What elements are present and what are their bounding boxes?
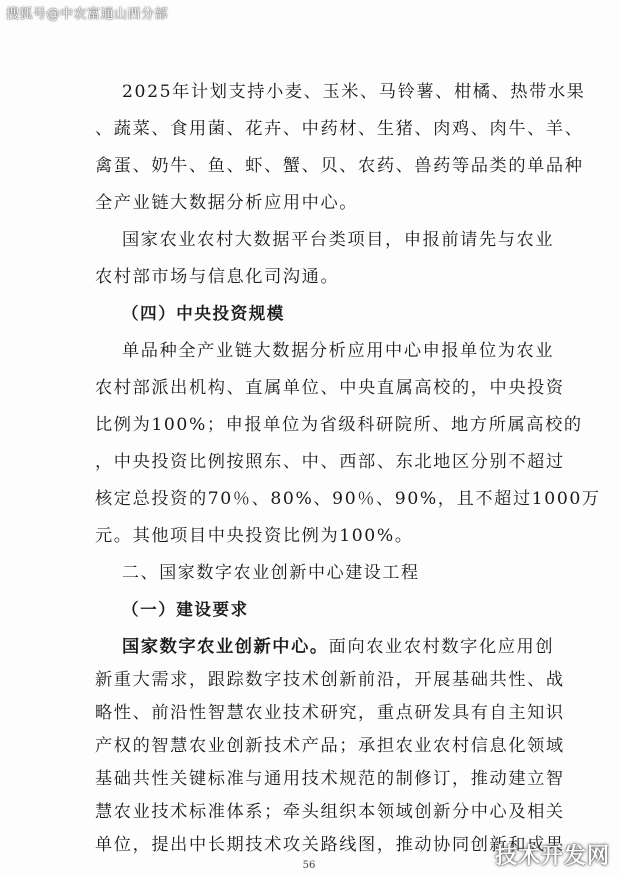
paragraph-3-line-6: 元。其他项目中央投资比例为100%。: [95, 526, 414, 546]
paragraph-3-line-2: 农村部派出机构、直属单位、中央直属高校的，中央投资: [95, 378, 565, 398]
paragraph-1-line-1: 2025年计划支持小麦、玉米、马铃薯、柑橘、热带水果: [122, 82, 586, 102]
section-heading-construction-requirements: （一）建设要求: [122, 600, 249, 619]
paragraph-4-line-2: 新重大需求，跟踪数字技术创新前沿，开展基础共性、战: [95, 670, 565, 690]
paragraph-4-line-4: 产权的智慧农业创新技术产品；承担农业农村信息化领域: [95, 736, 565, 756]
paragraph-3-line-4: ，中央投资比例按照东、中、西部、东北地区分别不超过: [95, 452, 565, 472]
paragraph-1-line-4: 全产业链大数据分析应用中心。: [95, 193, 359, 213]
paragraph-3-line-3: 比例为100%；申报单位为省级科研院所、地方所属高校的: [95, 415, 583, 435]
paragraph-3-line-5: 核定总投资的70％、80%、90％、90%，且不超过1000万: [95, 489, 601, 509]
page-number: 56: [302, 860, 316, 871]
paragraph-2-line-1: 国家农业农村大数据平台类项目，申报前请先与农业: [122, 230, 555, 250]
paragraph-1-line-3: 禽蛋、奶牛、鱼、虾、蟹、贝、农药、兽药等品类的单品种: [95, 156, 584, 176]
section-heading-investment-scale: （四）中央投资规模: [122, 304, 285, 323]
paragraph-4-lead-term: 国家数字农业创新中心。: [122, 637, 329, 657]
paragraph-4-line-7: 单位，提出中长期技术攻关路线图，推动协同创新和成果: [95, 835, 565, 855]
site-watermark: 技术开发网: [494, 844, 610, 869]
chapter-heading-innovation-center: 二、国家数字农业创新中心建设工程: [122, 563, 420, 583]
source-watermark: 搜狐号@中农富通山西分部: [6, 7, 169, 22]
paragraph-4-line-6: 慧农业技术标准体系；牵头组织本领域创新分中心及相关: [95, 802, 565, 822]
paragraph-4-line-1: [122, 636, 554, 658]
paragraph-4-line-3: 略性、前沿性智慧农业技术研究，重点研发具有自主知识: [95, 703, 565, 723]
paragraph-3-line-1: 单品种全产业链大数据分析应用中心申报单位为农业: [122, 341, 555, 361]
paragraph-1-line-2: 、蔬菜、食用菌、花卉、中药材、生猪、肉鸡、肉牛、羊、: [95, 119, 584, 139]
paragraph-2-line-2: 农村部市场与信息化司沟通。: [95, 267, 340, 287]
paragraph-4-line-5: 基础共性关键标准与通用技术规范的制修订，推动建立智: [95, 769, 565, 789]
paragraph-4-line-1-rest: 面向农业农村数字化应用创: [328, 637, 555, 657]
